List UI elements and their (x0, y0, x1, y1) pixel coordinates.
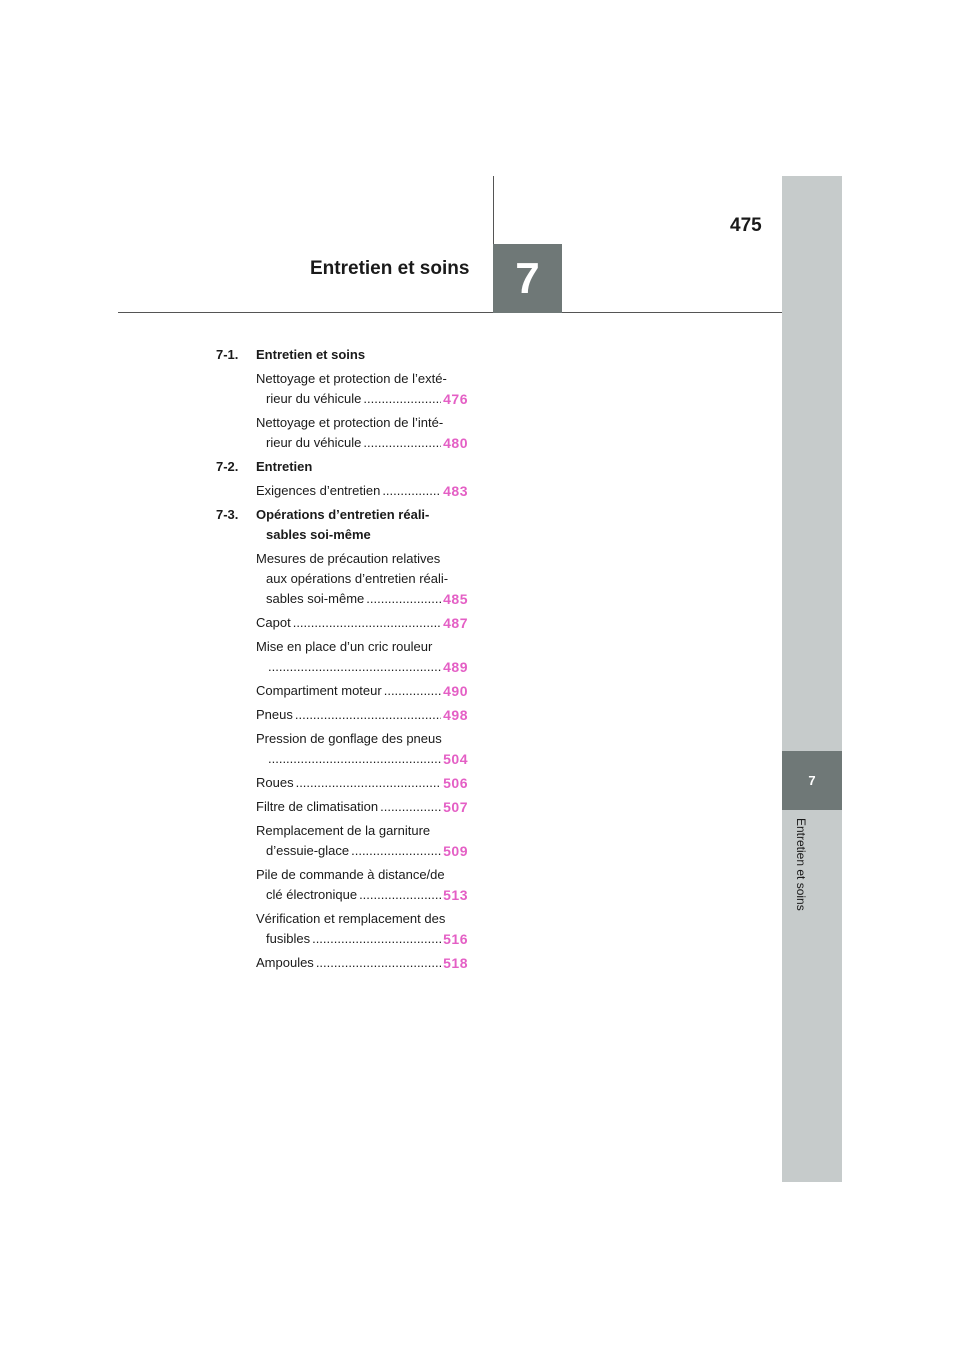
entry-line (256, 821, 468, 841)
leader-dots (363, 389, 441, 409)
section-title-line: Entretien (256, 459, 313, 474)
side-tab-number: 7 (808, 773, 816, 788)
entry-text: Ampoules (256, 955, 314, 970)
page-link[interactable]: 485 (443, 591, 468, 607)
entry-line (256, 841, 468, 861)
toc-entry[interactable] (256, 797, 468, 817)
page-link[interactable]: 487 (443, 615, 468, 631)
header-vertical-rule (493, 176, 494, 244)
leader-dots (268, 657, 441, 677)
leader-dots (295, 705, 441, 725)
entry-line (256, 481, 468, 501)
entry-line (256, 885, 468, 905)
entry-line (256, 413, 468, 433)
entry-line (256, 865, 468, 885)
toc-section (216, 505, 468, 973)
toc-entry[interactable] (256, 909, 468, 949)
toc-entry[interactable] (256, 773, 468, 793)
toc-entry[interactable] (256, 413, 468, 453)
leader-dots (363, 433, 441, 453)
entry-line (256, 549, 468, 569)
entry-line (256, 569, 468, 589)
entry-line (256, 909, 468, 929)
section-title-line: Entretien et soins (256, 347, 366, 362)
entry-line (256, 729, 468, 749)
entry-line (256, 773, 468, 793)
toc-section (216, 457, 468, 501)
entry-line (256, 705, 468, 725)
entry-text: d’essuie-glace (266, 843, 350, 858)
page-link[interactable]: 498 (443, 707, 468, 723)
toc-entry[interactable] (256, 821, 468, 861)
entry-text: Pile de commande à distance/de (256, 867, 445, 882)
page-link[interactable]: 518 (443, 955, 468, 971)
entry-text: Compartiment moteur (256, 683, 382, 698)
entry-line (256, 589, 468, 609)
side-strip (782, 176, 842, 1182)
leader-dots (296, 773, 442, 793)
page-link[interactable]: 490 (443, 683, 468, 699)
entry-line (256, 637, 468, 657)
leader-dots (359, 885, 441, 905)
page-link[interactable]: 506 (443, 775, 468, 791)
toc-entry[interactable] (256, 481, 468, 501)
section-title (256, 505, 468, 545)
entry-line (256, 389, 468, 409)
entry-line (256, 657, 468, 677)
header-horizontal-rule (118, 312, 782, 313)
toc-entry[interactable] (256, 369, 468, 409)
leader-dots (380, 797, 441, 817)
entry-line (256, 369, 468, 389)
entry-text: Mise en place d’un cric rouleur (256, 639, 433, 654)
chapter-number-box (493, 244, 562, 313)
leader-dots (366, 589, 441, 609)
toc-entry[interactable] (256, 953, 468, 973)
chapter-number: 7 (515, 253, 540, 303)
toc-entry[interactable] (256, 549, 468, 609)
chapter-side-tab[interactable] (782, 751, 842, 810)
entry-text: Exigences d’entretien (256, 483, 381, 498)
entry-text: Filtre de climatisation (256, 799, 379, 814)
page-link[interactable]: 483 (443, 483, 468, 499)
page-link[interactable]: 507 (443, 799, 468, 815)
entry-line (256, 433, 468, 453)
section-title (256, 345, 468, 365)
page-link[interactable]: 504 (443, 751, 468, 767)
section-title (256, 457, 468, 477)
side-tab-label: Entretien et soins (794, 818, 808, 911)
toc-entry[interactable] (256, 613, 468, 633)
entry-line (256, 797, 468, 817)
page-link[interactable]: 513 (443, 887, 468, 903)
entry-text: Nettoyage et protection de l’exté- (256, 371, 447, 386)
leader-dots (382, 481, 441, 501)
entry-line (256, 749, 468, 769)
entry-text: Vérification et remplacement des (256, 911, 446, 926)
section-number: 7-3. (216, 507, 239, 522)
entry-text: clé électronique (266, 887, 358, 902)
page-number: 475 (730, 215, 762, 236)
entry-text: rieur du véhicule (266, 435, 362, 450)
leader-dots (316, 953, 441, 973)
entry-text: fusibles (266, 931, 311, 946)
entry-text: rieur du véhicule (266, 391, 362, 406)
toc-entry[interactable] (256, 705, 468, 725)
entry-text: Pneus (256, 707, 293, 722)
chapter-title: Entretien et soins (310, 258, 470, 279)
entry-text: sables soi-même (266, 591, 365, 606)
page-link[interactable]: 516 (443, 931, 468, 947)
entry-line (256, 929, 468, 949)
section-title-line: sables soi-même (266, 527, 371, 542)
toc-entry[interactable] (256, 729, 468, 769)
section-title-line: Opérations d’entretien réali- (256, 507, 430, 522)
entry-line (256, 681, 468, 701)
section-number: 7-2. (216, 459, 239, 474)
entry-text: Roues (256, 775, 294, 790)
toc-entry[interactable] (256, 681, 468, 701)
leader-dots (293, 613, 441, 633)
leader-dots (384, 681, 441, 701)
table-of-contents (216, 345, 468, 977)
section-number: 7-1. (216, 347, 239, 362)
entry-text: Pression de gonflage des pneus (256, 731, 442, 746)
entry-text: Capot (256, 615, 291, 630)
entry-line (256, 953, 468, 973)
toc-section (216, 345, 468, 453)
entry-text: Remplacement de la garniture (256, 823, 431, 838)
leader-dots (268, 749, 441, 769)
page-link[interactable]: 480 (443, 435, 468, 451)
leader-dots (312, 929, 441, 949)
page-link[interactable]: 509 (443, 843, 468, 859)
entry-text: Mesures de précaution relatives (256, 551, 441, 566)
entry-line (256, 613, 468, 633)
entry-text: Nettoyage et protection de l’inté- (256, 415, 444, 430)
toc-entry[interactable] (256, 637, 468, 677)
page-link[interactable]: 489 (443, 659, 468, 675)
entry-text: aux opérations d’entretien réali- (266, 571, 449, 586)
leader-dots (351, 841, 441, 861)
page-link[interactable]: 476 (443, 391, 468, 407)
toc-entry[interactable] (256, 865, 468, 905)
